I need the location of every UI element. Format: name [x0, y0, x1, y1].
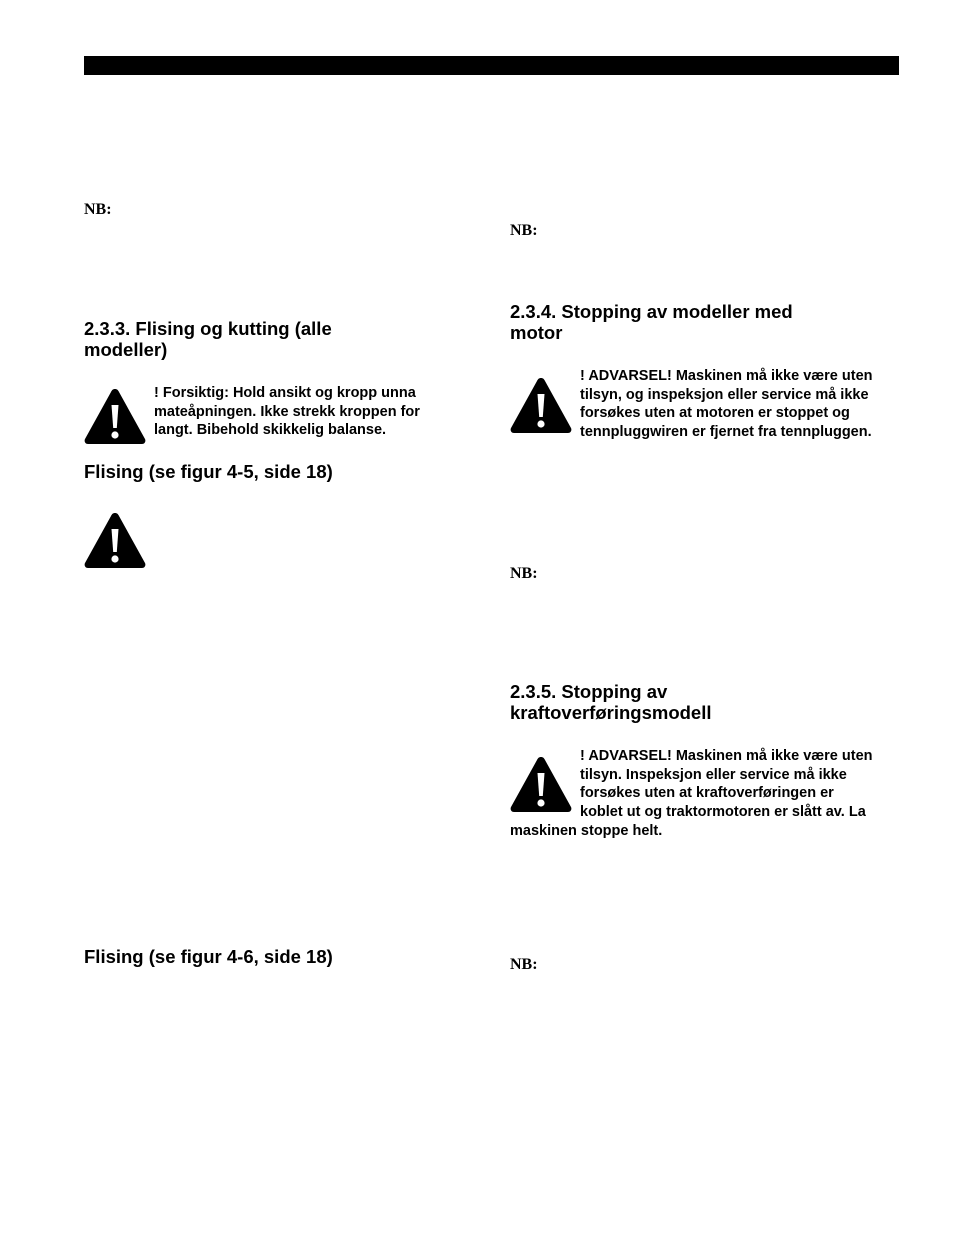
heading-line: 2.3.4. Stopping av modeller med	[510, 301, 793, 322]
warning-line: tilsyn, og inspeksjon eller service må ikke	[580, 386, 869, 403]
nb-label: NB:	[84, 201, 112, 218]
warning-line: tennpluggwiren er fjernet fra tennpluggen.	[580, 423, 872, 440]
warning-text	[580, 747, 873, 821]
nb-label: NB:	[510, 565, 538, 582]
warning-line: tilsyn. Inspeksjon eller service må ikke	[580, 766, 847, 783]
heading-line: motor	[510, 322, 563, 343]
warning-line: maskinen stoppe helt.	[510, 823, 663, 839]
warning-triangle-icon	[509, 376, 573, 434]
warning-triangle-icon	[83, 511, 147, 569]
heading-line: 2.3.3. Flising og kutting (alle	[84, 318, 332, 339]
warning-text-continuation	[510, 822, 662, 841]
warning-line: forsøkes uten at kraftoverføringen er	[580, 785, 834, 802]
caution-line: ! Forsiktig: Hold ansikt og kropp unna	[154, 385, 416, 401]
section-heading-2-3-5	[510, 681, 712, 723]
heading-line: modeller)	[84, 339, 168, 360]
warning-line: koblet ut og traktormotoren er slått av. La	[580, 803, 866, 820]
heading-line: 2.3.5. Stopping av	[510, 681, 668, 702]
warning-line: ! ADVARSEL! Maskinen må ikke være uten	[580, 368, 873, 384]
subheading-figure-4-6: Flising (se figur 4-6, side 18)	[84, 946, 333, 967]
warning-triangle-icon	[83, 387, 147, 445]
nb-label: NB:	[510, 222, 538, 239]
subheading-figure-4-5: Flising (se figur 4-5, side 18)	[84, 461, 333, 482]
nb-label: NB:	[510, 956, 538, 973]
warning-line: ! ADVARSEL! Maskinen må ikke være uten	[580, 748, 873, 764]
caution-line: langt. Bibehold skikkelig balanse.	[154, 422, 387, 439]
caution-text	[154, 384, 420, 440]
caution-line: mateåpningen. Ikke strekk kroppen for	[154, 403, 420, 420]
warning-triangle-icon	[509, 755, 573, 813]
warning-text	[580, 367, 873, 441]
section-heading-2-3-3	[84, 318, 332, 360]
section-heading-2-3-4	[510, 301, 793, 343]
top-black-bar	[84, 56, 899, 75]
heading-line: kraftoverføringsmodell	[510, 702, 712, 723]
warning-line: forsøkes uten at motoren er stoppet og	[580, 405, 850, 422]
